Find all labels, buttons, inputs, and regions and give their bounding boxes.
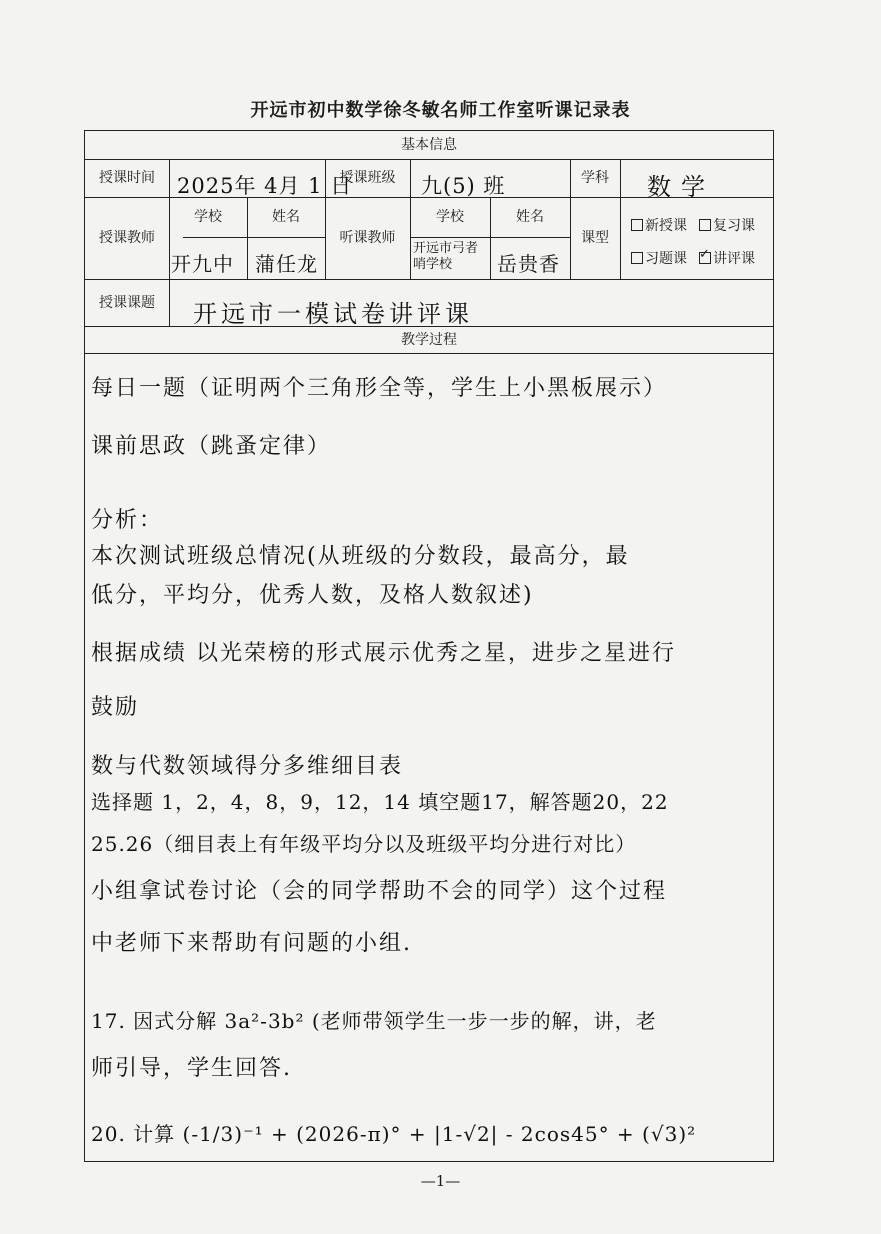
label-observer: 听课教师 — [339, 230, 396, 246]
page-number: —1— — [420, 1172, 461, 1190]
process-line: 每日一题（证明两个三角形全等，学生上小黑板展示） — [91, 376, 668, 401]
observer-name-value: 岳贵香 — [497, 252, 560, 276]
process-line: 25.26（细目表上有年级平均分以及班级平均分进行对比） — [91, 832, 637, 856]
process-line: 分析： — [91, 508, 164, 533]
record-form — [84, 130, 774, 1162]
course-type-new[interactable]: 新授课 — [631, 215, 687, 235]
process-line: 中老师下来帮助有问题的小组. — [91, 931, 412, 956]
label-class: 授课班级 — [339, 170, 396, 186]
label-teacher-name: 姓名 — [272, 209, 300, 225]
process-line: 本次测试班级总情况(从班级的分数段，最高分，最 — [91, 544, 630, 569]
process-line: 选择题 1，2，4，8，9，12，14 填空题17，解答题20，22 — [91, 790, 669, 814]
topic-value: 开远市一模试卷讲评课 — [193, 300, 473, 328]
label-time: 授课时间 — [99, 170, 155, 186]
label-type: 课型 — [581, 230, 609, 246]
checkbox-icon[interactable] — [699, 219, 711, 231]
date-value: 2025年 4月 1 日 — [177, 174, 353, 198]
checked-checkbox-icon[interactable] — [699, 252, 711, 264]
process-line: 20. 计算 (-1/3)⁻¹ + (2026-π)° + |1-√2| - 2cos45° + (√3)² — [91, 1122, 697, 1146]
process-header: 教学过程 — [401, 331, 457, 348]
basic-info-header: 基本信息 — [401, 137, 457, 153]
label-observer-school: 学校 — [436, 209, 464, 225]
process-line: 低分，平均分，优秀人数，及格人数叙述) — [91, 583, 534, 608]
process-line: 数与代数领域得分多维细目表 — [91, 754, 404, 779]
observer-school-value: 开远市弓者哨学校 — [413, 241, 479, 272]
page-title: 开远市初中数学徐冬敏名师工作室听课记录表 — [250, 100, 631, 121]
teacher-name-value: 蒲任龙 — [255, 252, 318, 276]
process-line: 师引导，学生回答. — [91, 1056, 292, 1081]
label-observer-name: 姓名 — [516, 209, 544, 225]
subject-value: 数学 — [647, 173, 715, 201]
label-topic: 授课课题 — [99, 294, 155, 311]
checkbox-icon[interactable] — [631, 219, 643, 231]
process-line: 课前思政（跳蚤定律） — [91, 434, 332, 459]
label-teacher-school: 学校 — [194, 209, 222, 225]
process-line: 根据成绩 以光荣榜的形式展示优秀之星，进步之星进行 — [91, 641, 676, 666]
course-type-commentary[interactable]: ✓ 讲评课 — [699, 248, 755, 268]
course-type-exercise[interactable]: 习题课 — [631, 248, 687, 268]
course-type-review[interactable]: 复习课 — [699, 215, 755, 235]
teacher-school-value: 开九中 — [171, 252, 234, 276]
label-teacher: 授课教师 — [99, 230, 155, 246]
process-line: 鼓励 — [91, 695, 140, 720]
process-line: 17. 因式分解 3a²-3b² (老师带领学生一步一步的解，讲，老 — [91, 1009, 657, 1033]
label-subject: 学科 — [581, 170, 609, 186]
class-value: 九(5) 班 — [421, 174, 506, 198]
checkbox-icon[interactable] — [631, 252, 643, 264]
process-line: 小组拿试卷讨论（会的同学帮助不会的同学）这个过程 — [91, 879, 668, 904]
